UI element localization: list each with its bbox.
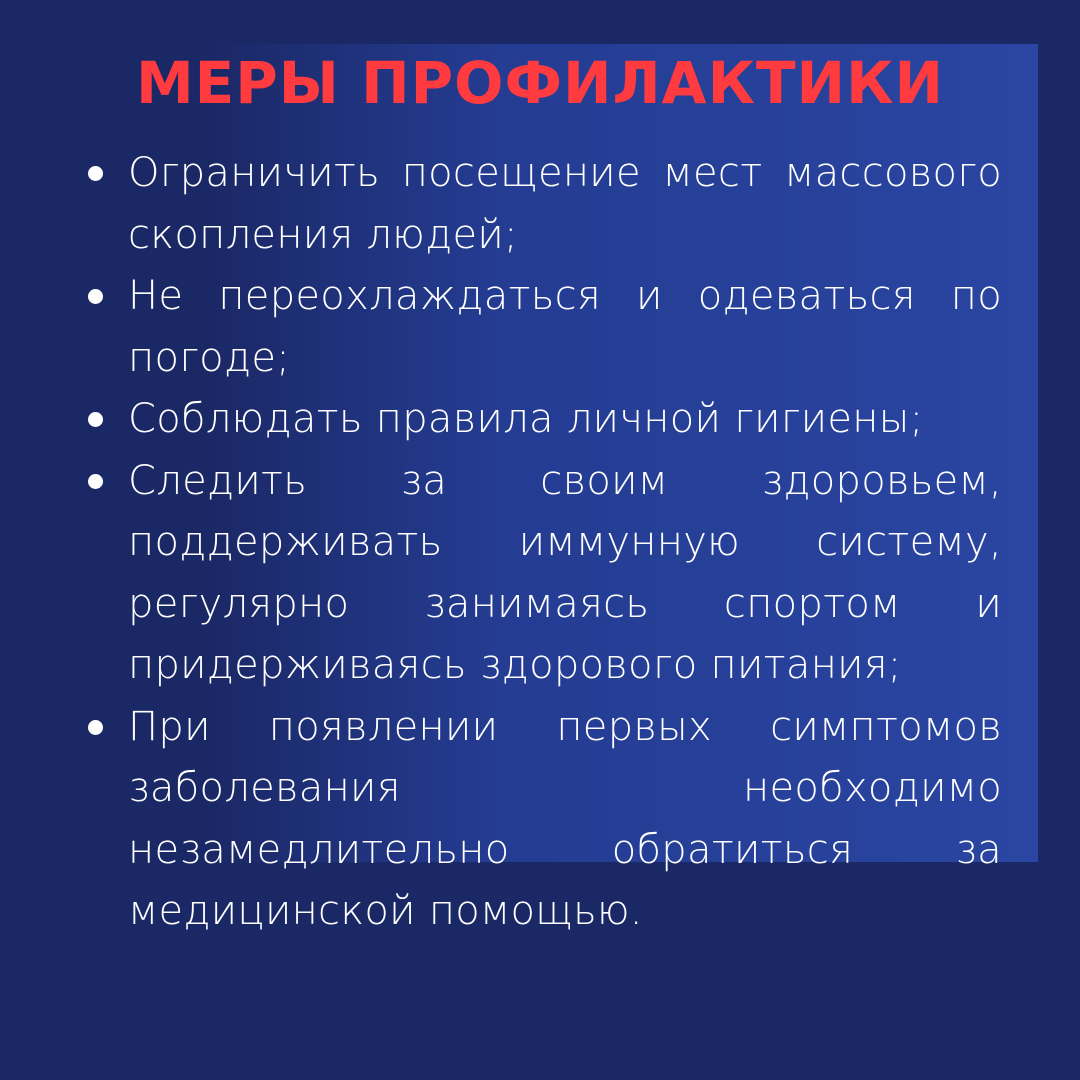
list-item bbox=[128, 697, 1002, 943]
list-item-text: Не переохлаждаться и одеваться по погоде; bbox=[128, 273, 1002, 381]
bullet-icon bbox=[88, 289, 103, 304]
page-title: МЕРЫ ПРОФИЛАКТИКИ bbox=[135, 49, 945, 117]
bullet-icon bbox=[88, 720, 103, 735]
bullet-icon bbox=[88, 412, 103, 427]
list-item bbox=[128, 451, 1002, 697]
list-item-text: Соблюдать правила личной гигиены; bbox=[128, 396, 924, 442]
list-item bbox=[128, 143, 1002, 266]
bullet-icon bbox=[88, 474, 103, 489]
bullet-icon bbox=[88, 166, 103, 181]
list-item-text: Ограничить посещение мест массового скопления людей; bbox=[128, 150, 1002, 258]
prevention-list bbox=[128, 143, 1002, 943]
list-item-text: При появлении первых симптомов заболевания необходимо незамедлительно обратиться за медицинской помощью. bbox=[128, 703, 1002, 934]
list-item bbox=[128, 389, 1002, 451]
list-item bbox=[128, 266, 1002, 389]
list-item-text: Следить за своим здоровьем, поддерживать иммунную систему, регулярно занимаясь спортом и придерживаясь здорового питания; bbox=[128, 457, 1002, 688]
